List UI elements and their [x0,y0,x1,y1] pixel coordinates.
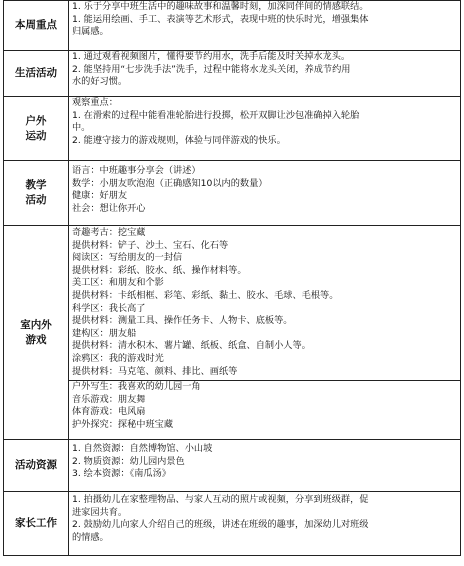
label-text: 活动资源 [15,459,57,471]
content-line: 科学区：我长高了 [72,302,146,314]
content-line: 提供材料：清水积木、薯片罐、纸板、纸盒、自制小人等。 [72,340,311,352]
label-weekly-focus [4,1,69,51]
label-text: 运动 [25,129,47,142]
content-line: 1. 在滑索的过程中能看准轮胎进行投掷，松开双脚让沙包准确掉入轮胎 [72,109,360,121]
label-life-activities [4,51,69,97]
content-line: 中。 [72,122,91,134]
content-line: 2. 鼓励幼儿向家人介绍自己的班级，讲述在班级的趣事，加深幼儿对班级 [72,519,369,531]
content-weekly-focus [69,1,461,51]
content-indoor-outdoor-games [69,226,461,440]
label-text: 本周重点 [15,19,57,31]
content-line: 提供材料：马克笔、颜料、排比、画纸等 [72,365,238,377]
content-line: 阅读区：写给朋友的一封信 [72,252,183,264]
content-line: 社会：想让你开心 [72,202,146,214]
content-life-activities [69,51,461,97]
content-line: 3. 绘本资源：《南瓜汤》 [72,468,171,480]
content-line: 1. 乐于分享中班生活中的趣味故事和温馨时刻，加深同伴间的情感联结。 [72,1,369,12]
content-line: 2. 物质资源：幼儿园内景色 [72,455,185,467]
row-parent-work [4,492,461,556]
content-line: 美工区：和朋友和个影 [72,277,164,289]
content-line: 2. 能遵守接力的游戏规则，体验与同伴游戏的快乐。 [72,134,286,146]
label-text: 活动 [25,194,47,206]
content-activity-resources [69,440,461,492]
row-indoor-outdoor-games [4,226,461,440]
label-teaching-activities [4,161,69,226]
content-line: 1. 自然资源：自然博物馆、小山坡 [72,443,213,454]
content-line: 提供材料：彩纸、胶水、纸、操作材料等。 [72,264,247,276]
label-outdoor-sports [4,97,69,161]
label-text: 户外 [25,114,47,127]
content-line: 语言：中班趣事分享会（讲述） [72,165,201,176]
label-indoor-outdoor-games [4,226,69,440]
content-outdoor-sports [69,97,461,161]
content-line: 户外写生：我喜欢的幼儿园一角 [69,380,460,394]
label-activity-resources [4,440,69,492]
content-line: 水的好习惯。 [72,76,128,88]
content-line: 归属感。 [72,26,109,38]
content-line: 的情感。 [72,531,109,543]
row-teaching-activities [4,161,461,226]
label-text: 教学 [25,179,47,191]
row-weekly-focus [4,1,461,51]
content-line: 数学：小朋友吹泡泡（正确感知10以内的数量） [72,177,268,189]
content-line: 1. 能运用绘画、手工、表演等艺术形式，表现中班的快乐时光，增强集体 [72,13,369,25]
content-line: 1. 通过观看视频图片，懂得要节约用水，洗手后能及时关掉水龙头。 [72,51,351,62]
label-text: 生活活动 [15,67,57,79]
content-line: 健康：好朋友 [72,190,128,202]
content-line: 建构区：朋友船 [72,327,137,339]
row-life-activities [4,51,461,97]
content-line: 2. 能坚持用“七步洗手法”洗手，过程中能将水龙头关闭，养成节约用 [72,63,351,75]
row-outdoor-sports [4,97,461,161]
label-parent-work [4,492,69,556]
content-line: 音乐游戏：朋友舞 [72,393,146,405]
content-line: 观察重点： [72,97,118,108]
content-line: 进家园共育。 [72,506,128,518]
content-line: 体育游戏：电风扇 [72,406,146,418]
label-text: 室内外 [20,318,52,331]
label-text: 家长工作 [15,517,57,529]
content-line: 提供材料：铲子、沙土、宝石、化石等 [72,239,229,251]
content-parent-work [69,492,461,556]
content-line: 护外探究：探秘中班宝藏 [72,418,174,430]
content-line: 提供材料：卡纸相框、彩笔、彩纸、黏土、胶水、毛球、毛根等。 [72,289,339,301]
weekly-plan-table [3,0,461,556]
content-line: 奇趣考古：挖宝藏 [72,227,146,238]
content-teaching-activities [69,161,461,226]
label-text: 游戏 [25,333,47,346]
content-line: 涂鸦区：我的游戏时光 [72,352,164,364]
content-line: 1. 拍摄幼儿在家整理物品、与家人互动的照片或视频，分享到班级群，促 [72,494,369,505]
row-activity-resources [4,440,461,492]
content-line: 提供材料：测量工具、操作任务卡、人物卡、底板等。 [72,315,293,327]
